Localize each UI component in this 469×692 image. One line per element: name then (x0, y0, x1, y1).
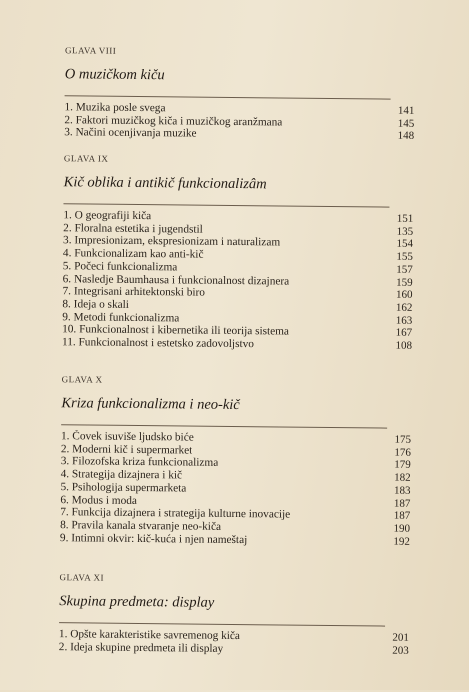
chapter-x (60, 374, 412, 548)
entry-text: 4. Funkcionalizam kao anti-kič (62, 247, 204, 261)
entry-page: 160 (395, 288, 413, 302)
divider (61, 424, 387, 428)
chapter-label: GLAVA VIII (65, 45, 117, 56)
entry-page: 141 (397, 104, 415, 117)
entry-text: 8. Ideja o skali (62, 298, 129, 311)
entry-text: 1. Opšte karakteristike savremenog kiča (58, 628, 241, 643)
divider (65, 95, 391, 99)
chapter-title: O muzičkom kiču (64, 66, 165, 84)
chapter-title: Kič oblika i antikič funkcionalizâm (63, 174, 267, 193)
chapter-viii (64, 45, 415, 143)
entry-text: 9. Intimni okvir: kič-kuća i njen nameštaj (59, 531, 248, 546)
entry-text: 3. Načini ocenjivanja muzike (64, 126, 197, 140)
entry-page: 179 (394, 459, 411, 472)
entry-page: 187 (393, 509, 411, 523)
divider (59, 622, 385, 626)
chapter-title: Kriza funkcionalizma i neo-kič (61, 395, 240, 414)
chapter-label: GLAVA IX (63, 153, 109, 164)
toc-entry (64, 127, 414, 143)
toc-entry (59, 641, 409, 657)
entry-text: 11. Funkcionalnost i estetsko zadovoljstvo (61, 336, 255, 351)
entry-text: 6. Nasledje Baumhausa i funkcionalnost dizajnera (62, 272, 290, 288)
entry-text: 7. Funkcija dizajnera i strategija kulturne inovacije (60, 506, 291, 521)
entry-text: 3. Impresionizam, ekspresionizam i naturalizam (63, 234, 281, 249)
entry-text: 2. Moderni kič i supermarket (60, 442, 193, 457)
entry-page: 162 (395, 301, 413, 314)
entry-text: 4. Strategija dizajnera i kič (60, 468, 183, 482)
entry-page: 148 (397, 130, 415, 143)
toc-entry (60, 532, 410, 548)
entry-text: 1. Muzika posle svega (64, 101, 166, 115)
entry-text: 2. Ideja skupine predmeta ili display (58, 640, 224, 655)
entry-text: 6. Modus i moda (60, 493, 138, 507)
entry-page: 176 (394, 446, 411, 459)
chapter-ix (62, 153, 414, 352)
entry-text: 2. Floralna estetika i jugendstil (63, 221, 203, 236)
entry-page: 183 (393, 484, 411, 497)
entry-page: 175 (394, 433, 412, 446)
divider (63, 203, 389, 207)
chapter-title: Skupina predmeta: display (59, 593, 215, 611)
entry-page: 155 (396, 250, 413, 263)
entry-page: 182 (394, 471, 411, 484)
entry-text: 9. Metodi funkcionalizma (62, 310, 180, 325)
chapter-label: GLAVA XI (59, 572, 105, 583)
entry-page: 190 (393, 522, 411, 535)
entry-text: 8. Pravila kanala stvaranje neo-kiča (60, 519, 222, 533)
entry-text: 5. Počeci funkcionalizma (62, 260, 178, 274)
entry-page: 157 (396, 263, 413, 276)
entry-page: 151 (396, 212, 414, 225)
entry-page: 203 (392, 644, 409, 657)
entry-page: 192 (393, 535, 411, 548)
entry-text: 3. Filozofska kriza funkcionalizma (60, 455, 219, 470)
entry-text: 5. Psihologija supermarketa (60, 480, 187, 495)
entry-text: 7. Integrisani arhitektonski biro (62, 285, 206, 299)
entry-page: 159 (396, 276, 413, 289)
entry-page: 135 (396, 225, 414, 238)
chapter-xi (59, 572, 410, 657)
entry-text: 10. Funkcionalnost i kibernetika ili teorija sistema (62, 323, 290, 338)
entry-text: 1. Čovek isuviše ljudsko biće (60, 430, 194, 444)
entry-page: 145 (397, 117, 415, 130)
entry-page: 163 (395, 314, 413, 327)
chapter-label: GLAVA X (61, 374, 103, 385)
toc-entry (62, 336, 412, 352)
entry-text: 1. O geografiji kiča (63, 209, 152, 223)
entry-page: 201 (392, 631, 410, 644)
entry-page: 167 (395, 327, 413, 340)
entry-page: 108 (395, 339, 413, 352)
entry-text: 2. Faktori muzičkog kiča i muzičkog aranžmana (64, 113, 283, 129)
entry-page: 154 (396, 238, 414, 251)
entry-page: 187 (393, 497, 411, 510)
